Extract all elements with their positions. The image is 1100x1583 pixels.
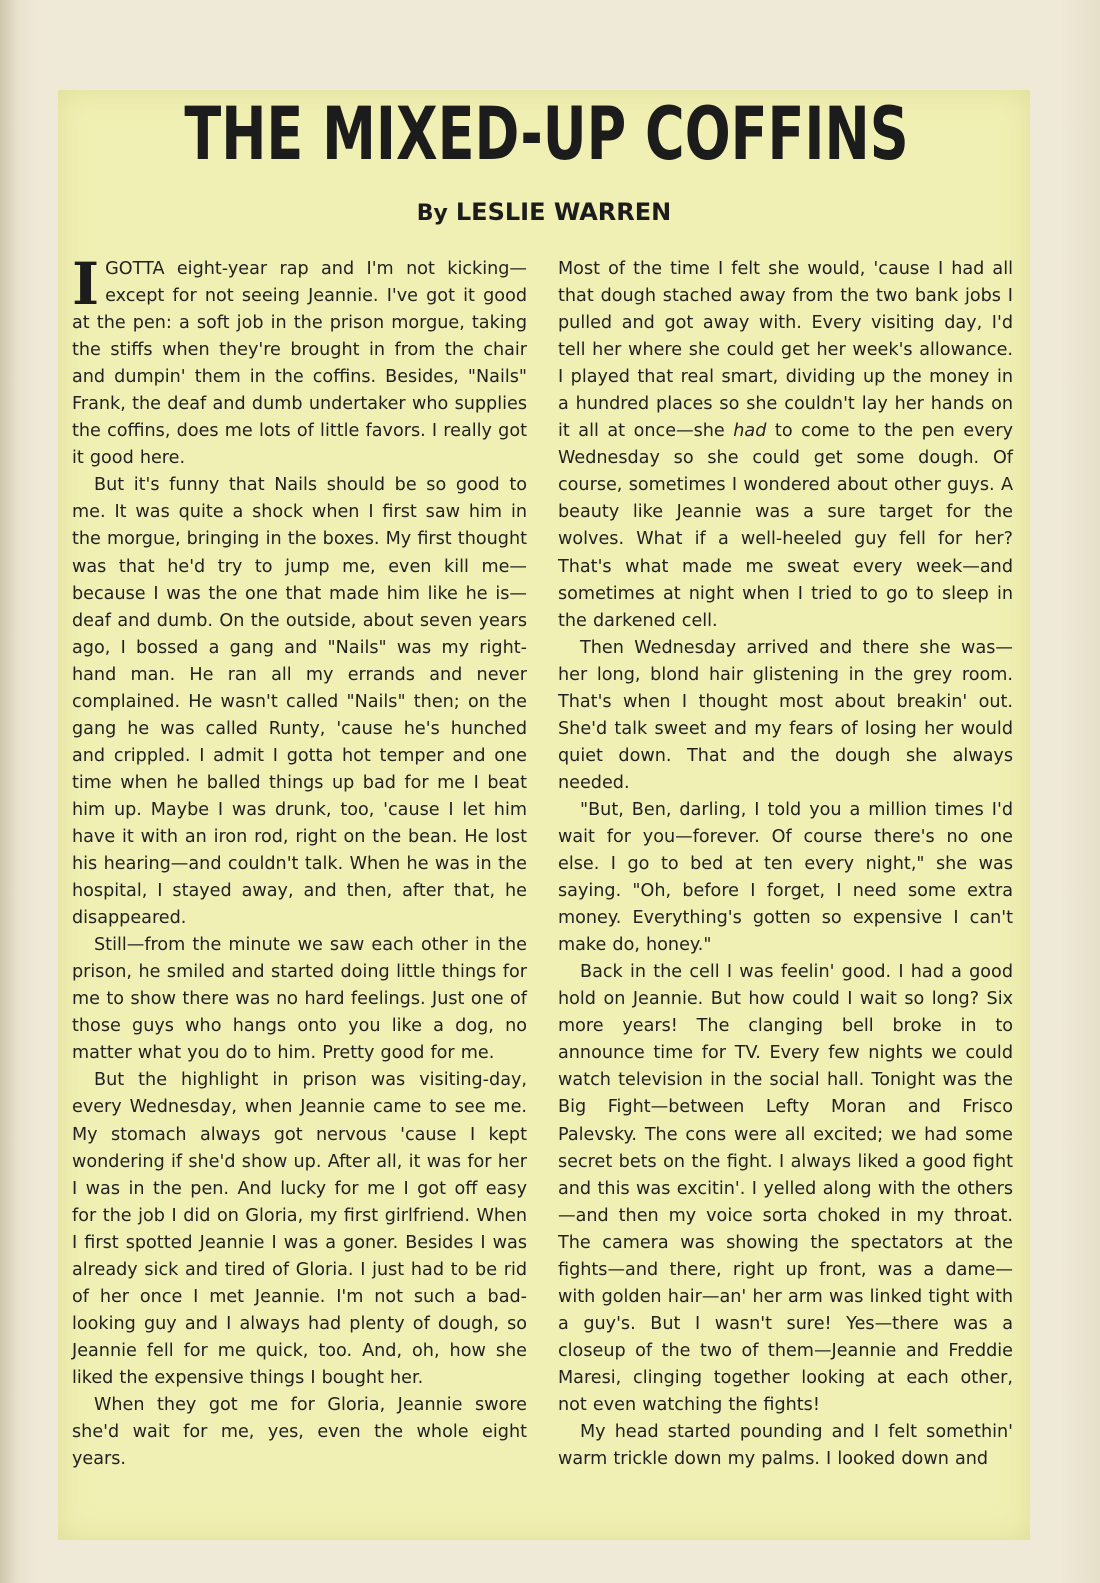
paragraph-2: But it's funny that Nails should be so good to me. It was quite a shock when I first saw him in the morgue, bringing in the boxes. My first thought was that he'd try to jump me, even kill me—because I was the one that made him like he is—deaf and dumb. On the outside, about seven years ago, I bossed a gang and "Nails" was my right-hand man. He ran all my errands and never complained. He wasn't called "Nails" then; on the gang he was called Runty, 'cause he's hunched and crippled. I admit I gotta hot temper and one time when he balled things up bad for me I beat him up. Maybe I was drunk, too, 'cause I let him have it with an iron rod, right on the bean. He lost his hearing—and couldn't talk. When he was in the hospital, I stayed away, and then, after that, he disappeared.	[72, 475, 527, 929]
paragraph-5: When they got me for Gloria, Jeannie swore she'd wait for me, yes, even the whole eight years.	[72, 1394, 527, 1470]
byline-author: LESLIE WARREN	[455, 198, 672, 226]
paragraph-8: "But, Ben, darling, I told you a million times I'd wait for you—forever. Of course there's no one else. I go to bed at ten every night," she was saying. "Oh, before I forget, I need some extra money. Everything's gotten so expensive I can't make do, honey."	[558, 799, 1013, 956]
paragraph-4: But the highlight in prison was visiting-day, every Wednesday, when Jeannie came to see me. My stomach always got nervous 'cause I kept wondering if she'd show up. After all, it was for her I was in the pen. And lucky for me I got off easy for the job I did on Gloria, my first girlfriend. When I first spotted Jeannie I was a goner. Besides I was already sick and tired of Gloria. I just had to be rid of her once I met Jeannie. I'm not such a bad-looking guy and I always had plenty of dough, so Jeannie fell for me quick, too. And, oh, how she liked the expensive things I bought her.	[72, 1070, 527, 1388]
paragraph-10: My head started pounding and I felt somethin' warm trickle down my palms. I looked down and	[558, 1422, 1013, 1470]
byline	[58, 198, 1030, 226]
story-panel	[58, 90, 1030, 1540]
byline-by: By	[416, 201, 448, 226]
left-column	[72, 250, 527, 1473]
page-gutter	[0, 0, 18, 1583]
paragraph-7: Then Wednesday arrived and there she was—her long, blond hair glistening in the grey room. That's when I thought most about breakin' out. She'd talk sweet and my fears of losing her would quiet down. That and the dough she always needed.	[558, 637, 1013, 793]
paragraph-6: Most of the time I felt she would, 'cause I had all that dough stached away from the two bank jobs I pulled and got away with. Every visiting day, I'd tell her where she could get her week's allowance. I played that real smart, dividing up the money in a hundred places so she couldn't lay her hands on it all at once—she had to come to the pen every Wednesday so she could get some dough. Of course, sometimes I wondered about other guys. A beauty like Jeannie was a sure target for the wolves. What if a well-heeled guy fell for her? That's what made me sweat every week—and sometimes at night when I tried to go to sleep in the darkened cell.	[558, 259, 1013, 631]
story-title: THE MIXED-UP COFFINS	[184, 92, 909, 177]
paragraph-9: Back in the cell I was feelin' good. I had a good hold on Jeannie. But how could I wait so long? Six more years! The clanging bell broke in to announce time for TV. Every few nights we could watch television in the social hall. Tonight was the Big Fight—between Lefty Moran and Frisco Palevsky. The cons were all excited; we had some secret bets on the fight. I always liked a good fight and this was excitin'. I yelled along with the others—and then my voice sorta choked in my throat. The camera was showing the spectators at the fights—and there, right up front, was a dame—with golden hair—an' her arm was linked tight with a guy's. But I wasn't sure! Yes—there was a closeup of the two of them—Jeannie and Freddie Maresi, clinging together looking at each other, not even watching the fights!	[558, 962, 1013, 1415]
paragraph-3: Still—from the minute we saw each other in the prison, he smiled and started doing little things for me to show there was no hard feelings. Just one of those guys who hangs onto you like a dog, no matter what you do to him. Pretty good for me.	[72, 935, 527, 1064]
emphasis-had: had	[733, 421, 767, 442]
drop-cap: I	[72, 250, 100, 318]
paragraph-1: IGOTTA eight-year rap and I'm not kicking—except for not seeing Jeannie. I've got it good at the pen: a soft job in the prison morgue, taking the stiffs when they're brought in from the chair and dumpin' them in the coffins. Besides, "Nails" Frank, the deaf and dumb undertaker who supplies the coffins, does me lots of little favors. I really got it good here.	[72, 250, 527, 469]
right-column	[558, 256, 1013, 1473]
